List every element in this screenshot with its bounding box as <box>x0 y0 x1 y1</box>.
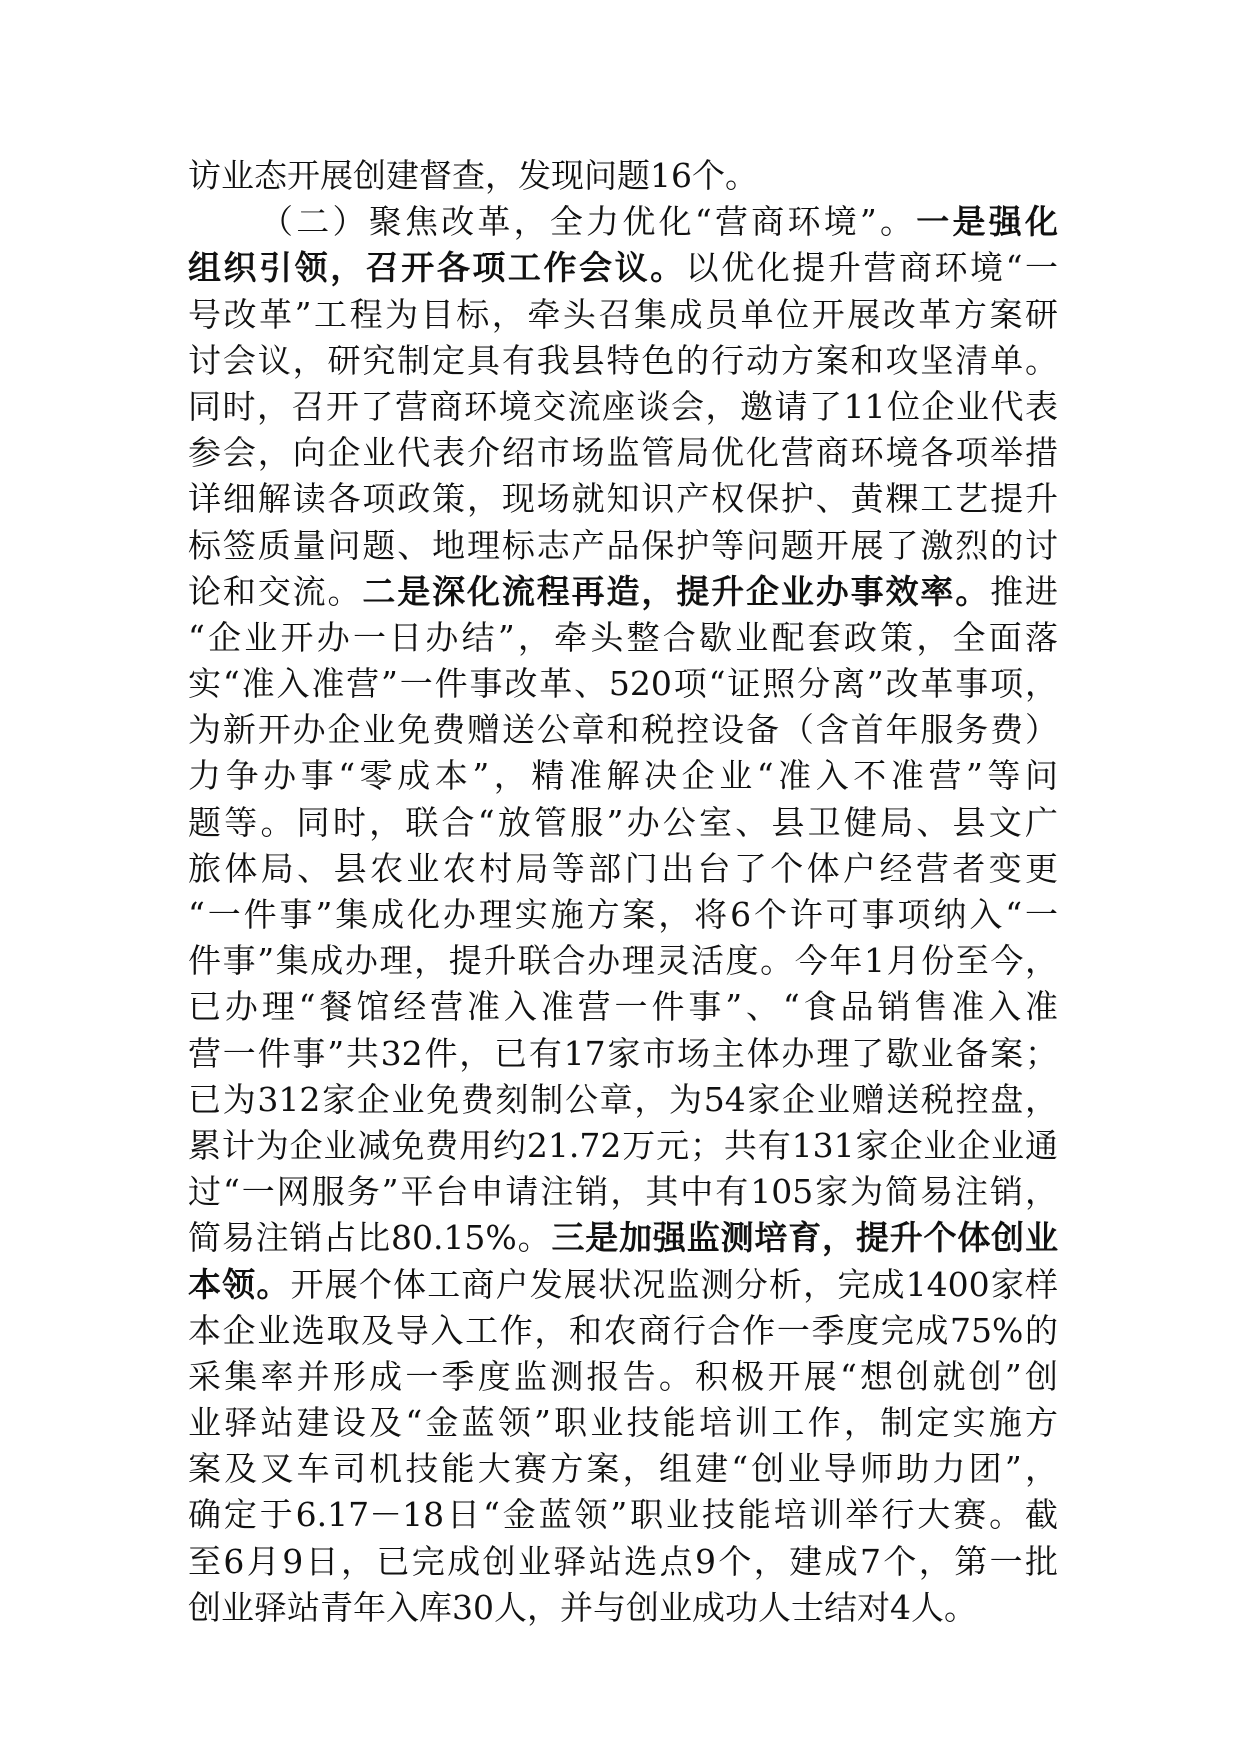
text-line <box>188 1031 1058 1077</box>
text-segment: 论和交流。 <box>188 571 363 611</box>
text-line <box>188 846 1058 892</box>
bold-text-segment: 本领。 <box>188 1264 291 1304</box>
text-segment: （二）聚焦改革，全力优化“营商环境”。 <box>260 202 917 242</box>
text-line <box>188 199 1058 245</box>
text-line <box>188 1123 1058 1169</box>
text-line <box>188 569 1058 615</box>
bold-text-segment: 一是强化 <box>916 202 1058 242</box>
text-line <box>188 1585 1058 1631</box>
text-segment: 号改革”工程为目标，牵头召集成员单位开展改革方案研 <box>188 294 1058 334</box>
bold-text-segment: 二是深化流程再造，提升企业办事效率。 <box>362 571 991 611</box>
document-body <box>188 153 1058 1631</box>
text-segment: 实“准入准营”一件事改革、520项“证照分离”改革事项， <box>188 664 1058 704</box>
text-line <box>188 245 1058 291</box>
text-segment: 累计为企业减免费用约21.72万元；共有131家企业企业通 <box>188 1125 1058 1165</box>
text-line <box>188 1446 1058 1492</box>
bold-text-segment: 组织引领，召开各项工作会议。 <box>188 248 686 288</box>
text-segment: 力争办事“零成本”，精准解决企业“准入不准营”等问 <box>188 756 1058 796</box>
text-segment: 旅体局、县农业农村局等部门出台了个体户经营者变更 <box>188 848 1058 888</box>
text-segment: 标签质量问题、地理标志产品保护等问题开展了激烈的讨 <box>188 525 1058 565</box>
text-line <box>188 1492 1058 1538</box>
text-line <box>188 1169 1058 1215</box>
text-segment: 案及叉车司机技能大赛方案，组建“创业导师助力团”， <box>188 1449 1058 1489</box>
text-segment: 开展个体工商户发展状况监测分析，完成1400家样 <box>290 1264 1059 1304</box>
text-segment: 确定于6.17－18日“金蓝领”职业技能培训举行大赛。截 <box>188 1495 1058 1535</box>
text-segment: 过“一网服务”平台申请注销，其中有105家为简易注销， <box>188 1172 1058 1212</box>
text-segment: 讨会议，研究制定具有我县特色的行动方案和攻坚清单。 <box>188 340 1058 380</box>
text-line <box>188 1400 1058 1446</box>
text-line <box>188 938 1058 984</box>
text-segment: 已办理“餐馆经营准入准营一件事”、“食品销售准入准 <box>188 987 1058 1027</box>
text-segment: 创业驿站青年入库30人，并与创业成功人士结对4人。 <box>188 1587 977 1627</box>
text-line <box>188 1354 1058 1400</box>
text-line <box>188 292 1058 338</box>
text-line <box>188 153 1058 199</box>
text-segment: “一件事”集成化办理实施方案，将6个许可事项纳入“一 <box>188 895 1058 934</box>
text-segment: 采集率并形成一季度监测报告。积极开展“想创就创”创 <box>188 1356 1058 1396</box>
text-segment: 业驿站建设及“金蓝领”职业技能培训工作，制定实施方 <box>188 1403 1058 1443</box>
text-segment: 简易注销占比80.15%。 <box>188 1218 552 1258</box>
text-line <box>188 338 1058 384</box>
text-line <box>188 1077 1058 1123</box>
text-line <box>188 661 1058 707</box>
text-segment: 同时，召开了营商环境交流座谈会，邀请了11位企业代表 <box>188 386 1058 426</box>
text-line <box>188 1262 1058 1308</box>
text-segment: 详细解读各项政策，现场就知识产权保护、黄粿工艺提升 <box>188 479 1058 519</box>
text-line <box>188 800 1058 846</box>
text-segment: 件事”集成办理，提升联合办理灵活度。今年1月份至今， <box>188 941 1058 981</box>
text-line <box>188 892 1058 938</box>
text-line <box>188 1215 1058 1261</box>
text-line <box>188 430 1058 476</box>
text-line <box>188 476 1058 522</box>
text-line <box>188 615 1058 661</box>
text-segment: 访业态开展创建督查，发现问题16个。 <box>188 156 758 195</box>
text-line <box>188 753 1058 799</box>
text-segment: 已为312家企业免费刻制公章，为54家企业赠送税控盘， <box>188 1079 1058 1119</box>
text-segment: 推进 <box>990 571 1058 611</box>
text-line <box>188 384 1058 430</box>
bold-text-segment: 三是加强监测培育，提升个体创业 <box>551 1218 1058 1258</box>
text-line <box>188 1539 1058 1585</box>
text-segment: 题等。同时，联合“放管服”办公室、县卫健局、县文广 <box>188 802 1058 842</box>
text-line <box>188 1308 1058 1354</box>
text-segment: 营一件事”共32件，已有17家市场主体办理了歇业备案； <box>188 1033 1058 1073</box>
text-segment: 以优化提升营商环境“一 <box>685 248 1058 288</box>
text-line <box>188 984 1058 1030</box>
text-line <box>188 523 1058 569</box>
text-segment: 本企业选取及导入工作，和农商行合作一季度完成75%的 <box>188 1310 1058 1350</box>
text-segment: 至6月9日，已完成创业驿站选点9个，建成7个，第一批 <box>188 1541 1058 1581</box>
text-segment: “企业开办一日办结”，牵头整合歇业配套政策，全面落 <box>188 617 1058 657</box>
text-line <box>188 707 1058 753</box>
text-segment: 参会，向企业代表介绍市场监管局优化营商环境各项举措 <box>188 433 1058 473</box>
text-segment: 为新开办企业免费赠送公章和税控设备（含首年服务费） <box>188 710 1058 750</box>
